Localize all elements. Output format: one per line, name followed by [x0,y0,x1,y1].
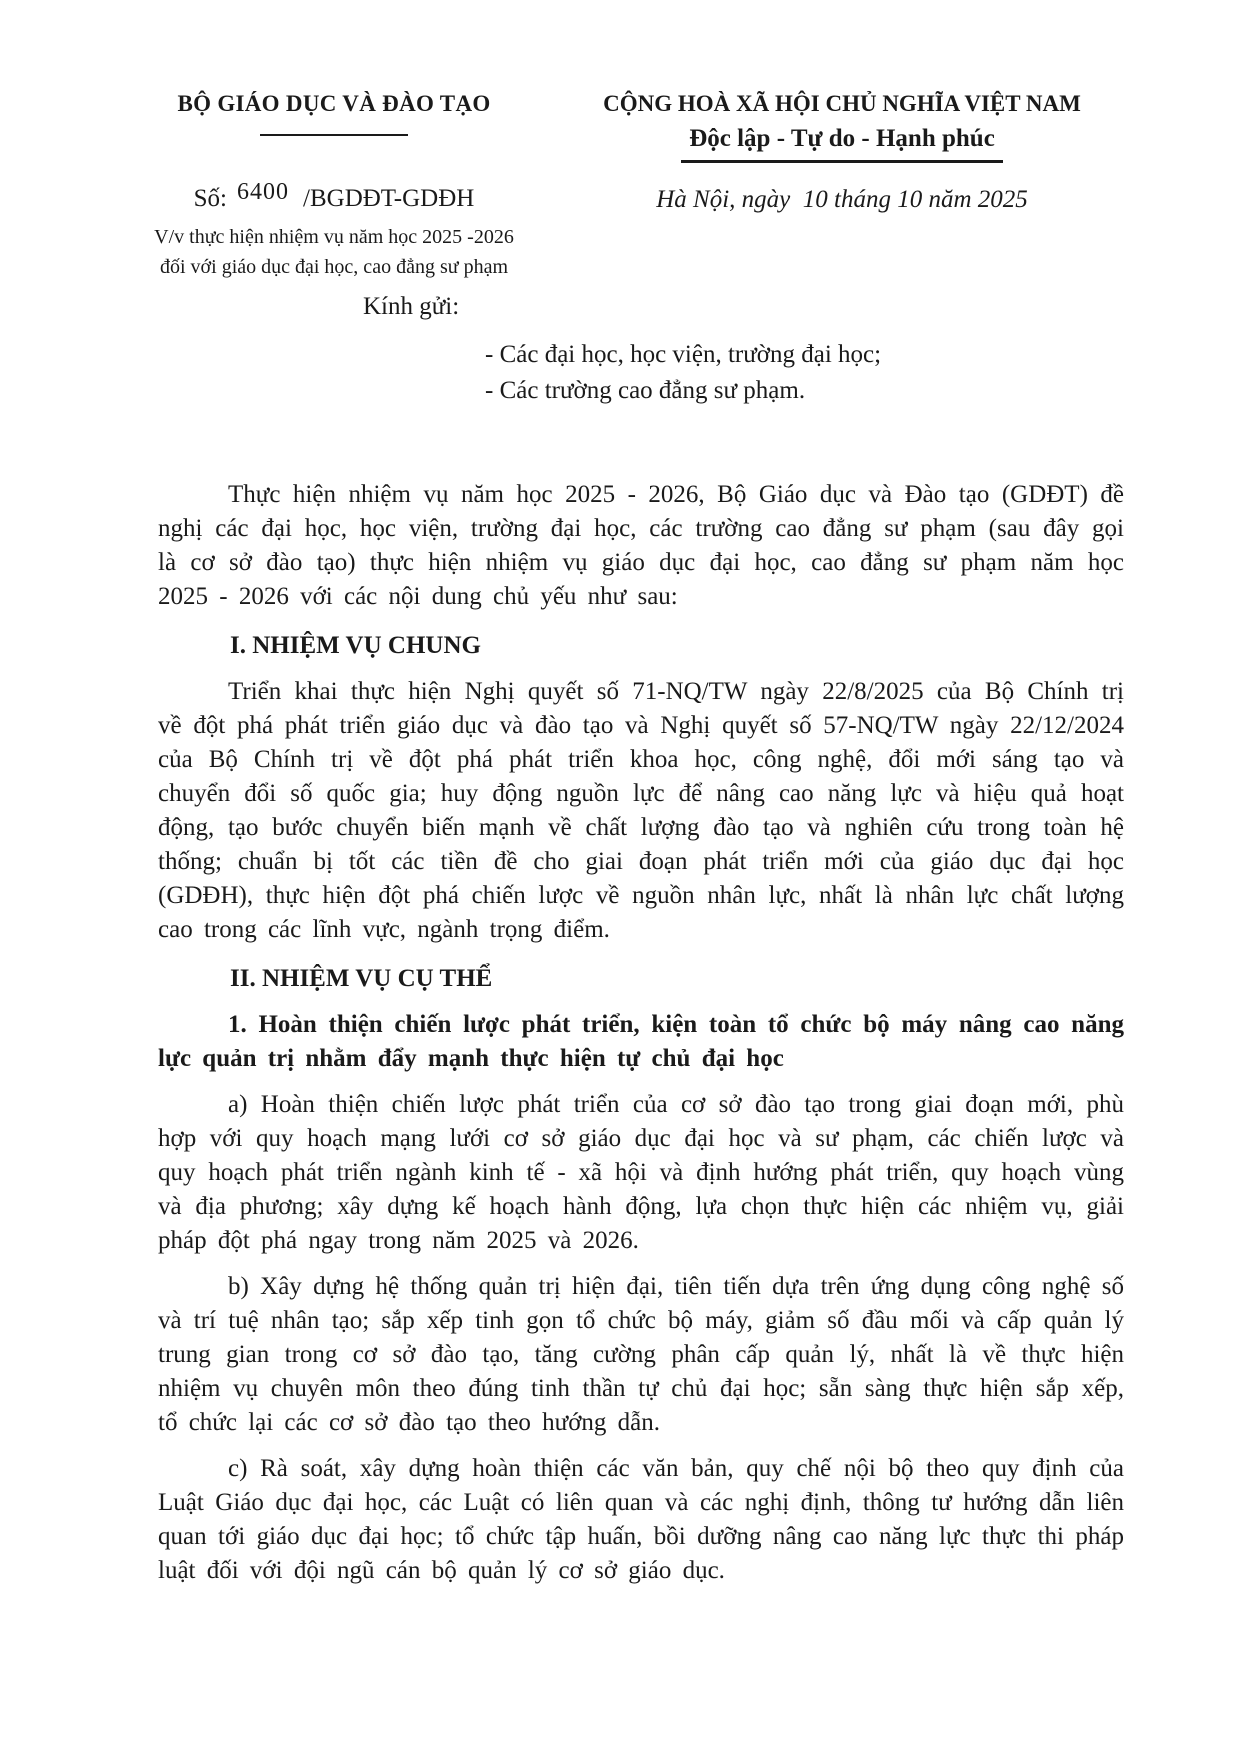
national-header-block [552,90,1132,217]
section-2-heading: II. NHIỆM VỤ CỤ THỂ [230,965,493,992]
intro-paragraph: Thực hiện nhiệm vụ năm học 2025 - 2026, Bộ Giáo dục và Đào tạo (GDĐT) đề nghị các đại học, học viện, trường đại học, các trường cao đẳng sư phạm (sau đây gọi là cơ sở đào tạo) thực hiện nhiệm vụ giáo dục đại học, cao đẳng sư phạm năm học 2025 - 2026 với các nội dung chủ yếu như sau: [158,481,1124,610]
recipient-line: - Các trường cao đẳng sư phạm. [485,377,806,404]
doc-number-line [108,179,560,216]
issuing-authority-block [108,90,560,282]
recipient-list [485,337,1124,409]
doc-number-suffix: /BGDĐT-GDĐH [303,185,475,212]
section-1-heading: I. NHIỆM VỤ CHUNG [230,632,481,659]
doc-number-prefix: Số: [193,185,228,212]
doc-number-value: 6400 [237,179,290,205]
org-name: BỘ GIÁO DỤC VÀ ĐÀO TẠO [177,91,491,116]
org-name-underline [260,134,408,136]
doc-subject-line-2: đối với giáo dục đại học, cao đẳng sư phạm [160,256,508,278]
paragraph-a: a) Hoàn thiện chiến lược phát triển của cơ sở đào tạo trong giai đoạn mới, phù hợp với quy hoạch mạng lưới cơ sở giáo dục đại học và sư phạm, các chiến lược và quy hoạch phát triển ngành kinh tế - xã hội và định hướng phát triển, quy hoạch vùng và địa phương; xây dựng kế hoạch hành động, lựa chọn thực hiện các nhiệm vụ, giải pháp đột phá ngay trong năm 2025 và 2026. [158,1091,1124,1254]
letter-content [158,290,1124,1588]
place-and-date-line: Hà Nội, ngày 10 tháng 10 năm 2025 [656,186,1028,213]
doc-subject-line-1: V/v thực hiện nhiệm vụ năm học 2025 -2026 [154,226,514,248]
doc-subject [108,222,560,282]
body-text [158,478,1124,1588]
paragraph-b: b) Xây dựng hệ thống quản trị hiện đại, tiên tiến dựa trên ứng dụng công nghệ số và trí tuệ nhân tạo; sắp xếp tinh gọn tổ chức bộ máy, giảm số đầu mối và cấp quản lý trung gian trong cơ sở đào tạo, tăng cường phân cấp quản lý, nhất là về thực hiện nhiệm vụ chuyên môn theo đúng tinh thần tự chủ đại học; sẵn sàng thực hiện sắp xếp, tổ chức lại các cơ sở đào tạo theo hướng dẫn. [158,1273,1124,1436]
national-title: CỘNG HOÀ XÃ HỘI CHỦ NGHĨA VIỆT NAM [603,91,1081,116]
salutation-label: Kính gửi: [363,293,460,320]
national-motto: Độc lập - Tự do - Hạnh phúc [681,124,1003,163]
section-1-paragraph: Triển khai thực hiện Nghị quyết số 71-NQ/TW ngày 22/8/2025 của Bộ Chính trị về đột phá phát triển giáo dục và đào tạo và Nghị quyết số 57-NQ/TW ngày 22/12/2024 của Bộ Chính trị về đột phá phát triển khoa học, công nghệ, đổi mới sáng tạo và chuyển đổi số quốc gia; huy động nguồn lực để nâng cao năng lực và hiệu quả hoạt động, tạo bước chuyển biến mạnh về chất lượng đào tạo và nghiên cứu trong toàn hệ thống; chuẩn bị tốt các tiền đề cho giai đoạn phát triển mới của giáo dục đại học (GDĐH), thực hiện đột phá chiến lược về nguồn nhân lực, nhất là nhân lực chất lượng cao trong các lĩnh vực, ngành trọng điểm. [158,678,1124,943]
recipient-line: - Các đại học, học viện, trường đại học; [485,341,882,368]
paragraph-c: c) Rà soát, xây dựng hoàn thiện các văn bản, quy chế nội bộ theo quy định của Luật Giáo dục đại học, các Luật có liên quan và các nghị định, thông tư hướng dẫn liên quan tới giáo dục đại học; tổ chức tập huấn, bồi dưỡng nâng cao năng lực thực thi pháp luật đối với đội ngũ cán bộ quản lý cơ sở giáo dục. [158,1455,1124,1584]
item-1-heading: 1. Hoàn thiện chiến lược phát triển, kiện toàn tổ chức bộ máy nâng cao năng lực quản trị nhằm đẩy mạnh thực hiện tự chủ đại học [158,1011,1124,1072]
